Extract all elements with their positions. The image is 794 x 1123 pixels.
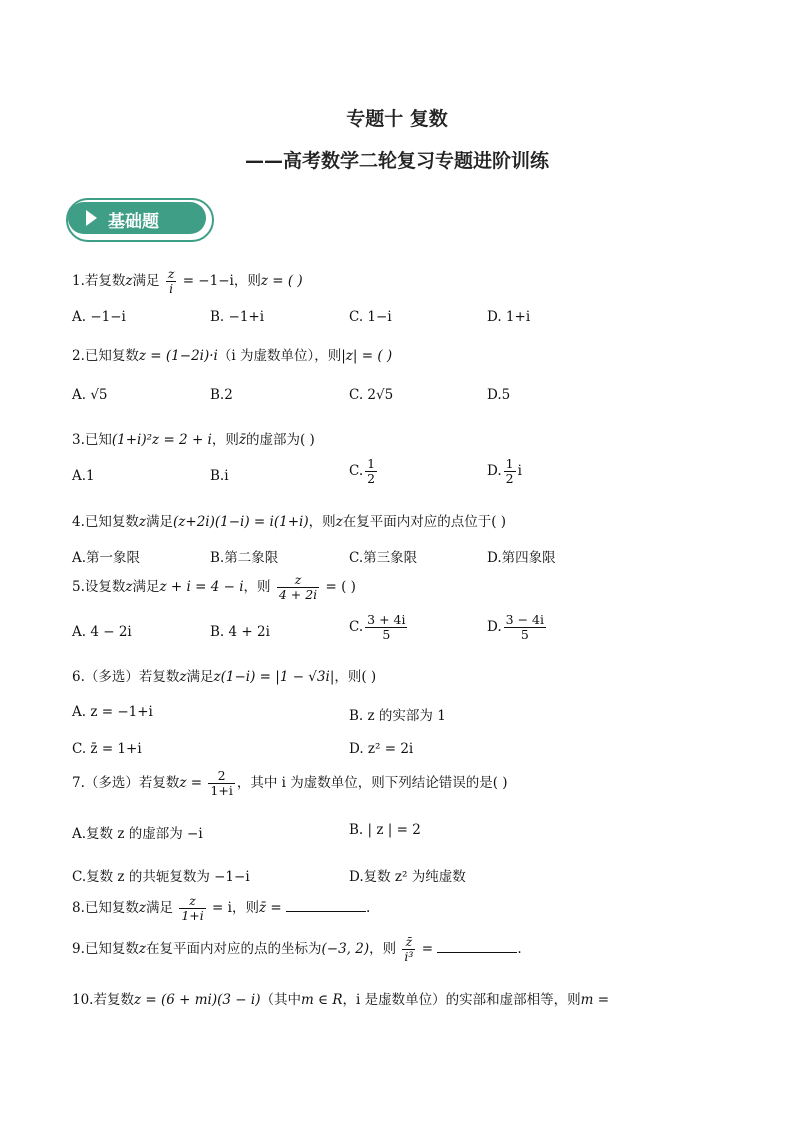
q4-option-a[interactable]: A.第一象限 [72, 550, 141, 566]
q4-option-b[interactable]: B.第二象限 [210, 550, 279, 566]
q7-lhs: z = [179, 775, 203, 791]
question-1 [72, 268, 303, 295]
question-6 [72, 665, 376, 685]
q9-post: ，则 [369, 941, 397, 957]
q3c-num: 1 [367, 456, 376, 471]
q5-option-b[interactable]: B. 4 + 2i [210, 624, 270, 640]
q1-eq: = −1−i [182, 273, 234, 289]
q3-option-d[interactable] [487, 458, 522, 485]
q4-option-c[interactable]: C.第三象限 [349, 550, 418, 566]
q1-fraction [166, 268, 177, 295]
q5d-prefix: D. [487, 619, 502, 635]
q5-den: 4 + 2i [278, 586, 318, 602]
q7-option-a[interactable]: A.复数 z 的虚部为 −i [72, 826, 203, 842]
q7-fraction [208, 770, 234, 797]
q3-expr: (1+i)²z = 2 + i [111, 432, 212, 448]
q7-option-d[interactable]: D.复数 z² 为纯虚数 [349, 869, 466, 885]
q3d-fraction [504, 458, 516, 485]
q7-option-b[interactable]: B. | z | = 2 [349, 822, 421, 838]
q6-option-b[interactable]: B. z 的实部为 1 [349, 708, 446, 724]
q1-mid: 满足 [132, 273, 160, 289]
question-10 [72, 988, 609, 1008]
q8-answer-blank[interactable] [286, 899, 366, 912]
question-7 [72, 770, 508, 797]
q9-den: i³ [404, 948, 414, 964]
q9-prefix: 9.已知复数 [72, 941, 139, 957]
q4-post: ，则 [308, 514, 336, 530]
q1-option-a[interactable]: A. −1−i [72, 309, 126, 325]
q2-answer: |z| = ( ) [341, 348, 393, 364]
q3d-den: 2 [505, 470, 514, 486]
q1-prefix: 1.若复数 [72, 273, 126, 289]
q9-answer-blank[interactable] [437, 940, 517, 953]
q1-den: i [169, 280, 174, 296]
q9-mid: 在复平面内对应的点的坐标为 [146, 941, 322, 957]
q1-post: ，则 [233, 273, 261, 289]
q3-option-b[interactable]: B.i [210, 468, 229, 484]
q7-num: 2 [208, 770, 234, 784]
q9-point: (−3, 2) [321, 941, 370, 957]
q3-zbar: z̄ [238, 432, 246, 448]
q9-num: z̄ [402, 936, 415, 950]
q5c-fraction [365, 614, 407, 641]
q1-option-b[interactable]: B. −1+i [210, 309, 265, 325]
q5-fraction [277, 574, 319, 601]
q8-post: ，则 [231, 900, 259, 916]
q3c-den: 2 [367, 470, 376, 486]
q8-var: z [138, 900, 147, 916]
q4-expr: (z+2i)(1−i) = i(1+i) [173, 514, 309, 530]
q5-expr: z + i = 4 − i [159, 579, 244, 595]
q5-option-a[interactable]: A. 4 − 2i [72, 624, 132, 640]
q4-option-d[interactable]: D.第四象限 [487, 550, 556, 566]
q6-expr: z(1−i) = |1 − √3i| [213, 669, 335, 685]
q8-den: 1+i [181, 907, 204, 923]
q1-num: z [167, 266, 175, 281]
q6-option-d[interactable]: D. z² = 2i [349, 741, 414, 757]
q6-option-a[interactable]: A. z = −1+i [72, 704, 153, 720]
q5d-fraction [504, 614, 546, 641]
q3d-prefix: D. [487, 463, 502, 479]
q3-prefix: 3.已知 [72, 432, 112, 448]
question-9 [72, 936, 522, 963]
q1-answer: z = ( ) [260, 273, 303, 289]
page-subtitle: ——高考数学二轮复习专题进阶训练 [244, 150, 549, 172]
q9-eq: = [421, 941, 434, 957]
q3d-suffix: i [517, 463, 522, 479]
q5-var: z [125, 579, 133, 595]
section-badge [66, 198, 214, 242]
q3c-fraction [365, 458, 377, 485]
page-title: 专题十 复数 [346, 108, 448, 130]
play-icon [86, 210, 97, 226]
q1-option-d[interactable]: D. 1+i [487, 309, 531, 325]
q2-prefix: 2.已知复数 [72, 348, 139, 364]
q2-option-a[interactable]: A. √5 [72, 387, 108, 403]
q8-num: z [179, 895, 205, 909]
q2-expr: z = (1−2i)·i [138, 348, 218, 364]
q3d-num: 1 [505, 456, 514, 471]
q7-prefix: 7.（多选）若复数 [72, 775, 180, 791]
section-label: 基础题 [108, 212, 159, 232]
question-4 [72, 510, 506, 530]
q5-mid: 满足 [132, 579, 160, 595]
q5d-num: 3 − 4i [505, 612, 544, 627]
q6-var: z [179, 669, 187, 685]
q9-fraction [402, 936, 415, 963]
q4-mid: 满足 [146, 514, 174, 530]
q10-answer: m = [580, 992, 610, 1008]
q5c-num: 3 + 4i [367, 612, 406, 627]
q3-tail: 的虚部为( ) [246, 432, 315, 448]
q10-prefix: 10.若复数 [72, 992, 134, 1008]
q1-option-c[interactable]: C. 1−i [349, 309, 392, 325]
q5-option-c[interactable] [349, 614, 409, 641]
q1-var: z [125, 273, 133, 289]
q4-var2: z [335, 514, 343, 530]
q6-prefix: 6.（多选）若复数 [72, 669, 180, 685]
q7-tail: ，其中 i 为虚数单位，则下列结论错误的是( ) [236, 775, 508, 791]
q6-option-c[interactable]: C. z̄ = 1+i [72, 741, 142, 757]
q5d-den: 5 [520, 626, 529, 642]
q8-mid: 满足 [146, 900, 174, 916]
q8-prefix: 8.已知复数 [72, 900, 139, 916]
q8-answer: z̄ = [258, 900, 282, 916]
q2-option-d[interactable]: D.5 [487, 387, 511, 403]
question-5 [72, 574, 356, 601]
q5-prefix: 5.设复数 [72, 579, 126, 595]
q4-tail: 在复平面内对应的点位于( ) [342, 514, 507, 530]
q8-fraction [179, 895, 205, 922]
question-3 [72, 428, 315, 448]
q2-option-b[interactable]: B.2 [210, 387, 233, 403]
q8-end: . [365, 900, 371, 916]
q4-var: z [138, 514, 147, 530]
q2-note: （i 为虚数单位），则 [217, 348, 342, 364]
q9-var: z [138, 941, 147, 957]
q3-option-a[interactable]: A.1 [72, 468, 95, 484]
q4-prefix: 4.已知复数 [72, 514, 139, 530]
q10-mid: （其中 [260, 992, 301, 1008]
q3-option-c[interactable] [349, 458, 379, 485]
q10-expr: z = (6 + mi)(3 − i) [133, 992, 261, 1008]
q7-den: 1+i [210, 782, 233, 798]
q3c-prefix: C. [349, 463, 364, 479]
q10-cond: m ∈ R [300, 992, 343, 1008]
q5c-den: 5 [382, 626, 391, 642]
q5-num: z [277, 574, 319, 588]
q5-tail: = ( ) [325, 579, 356, 595]
q6-mid: 满足 [186, 669, 214, 685]
q5c-prefix: C. [349, 619, 364, 635]
q3-post: ，则 [211, 432, 239, 448]
q5-post: ，则 [243, 579, 271, 595]
q10-tail: ，i 是虚数单位）的实部和虚部相等，则 [342, 992, 581, 1008]
q8-eq: = i [212, 900, 232, 916]
q7-option-c[interactable]: C.复数 z 的共轭复数为 −1−i [72, 869, 250, 885]
q5-option-d[interactable] [487, 614, 548, 641]
q9-end: . [517, 941, 522, 957]
q6-tail: ，则( ) [334, 669, 377, 685]
question-2 [72, 344, 392, 364]
q2-option-c[interactable]: C. 2√5 [349, 387, 394, 403]
question-8 [72, 895, 370, 922]
